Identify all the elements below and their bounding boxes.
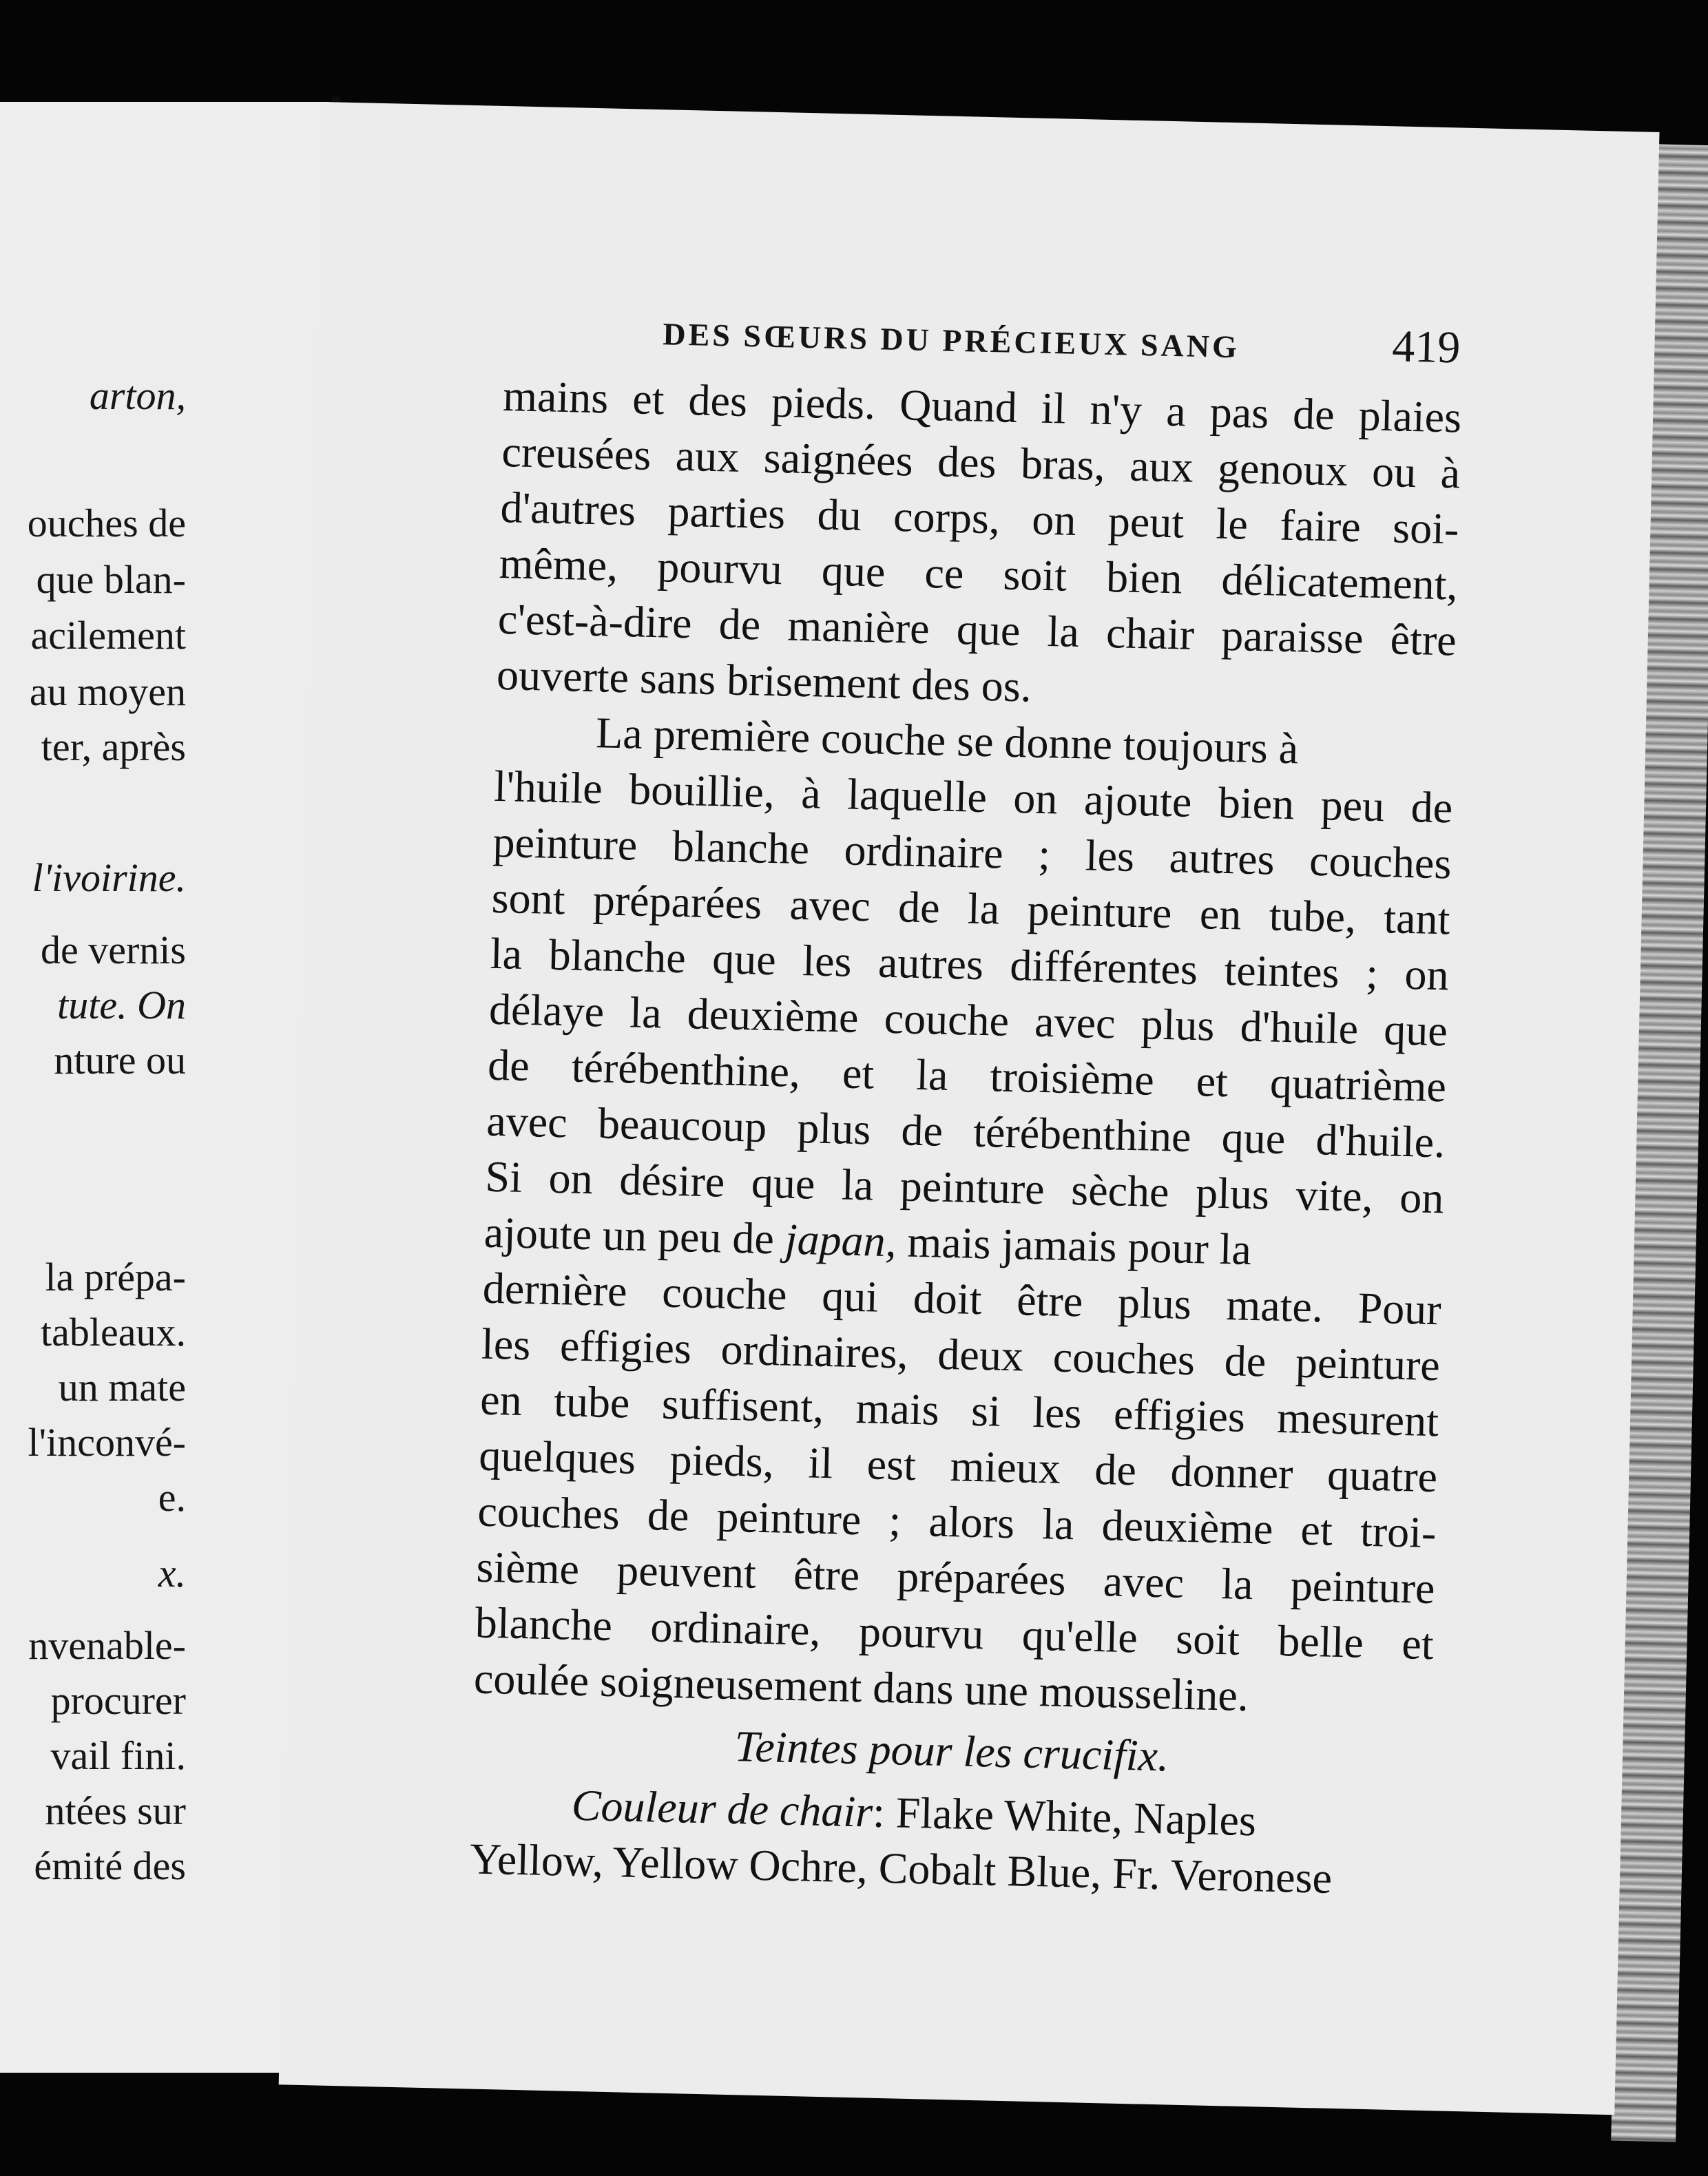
text-line: ajoute un peu de japan, mais jamais pour la	[483, 1207, 1252, 1274]
text-line: coulée soigneusement dans une mousseline.	[473, 1653, 1249, 1721]
body-text	[469, 368, 1462, 1908]
colour-label: Couleur de chair	[571, 1780, 873, 1837]
text-line: Si on désire que la peinture sèche plus vite, on	[484, 1151, 1445, 1223]
running-header	[662, 304, 1461, 384]
text-line: la blanche que les autres différentes teintes ; on	[490, 928, 1450, 1000]
section-heading: Teintes pour les crucifix.	[733, 1722, 1169, 1781]
text-line: en tube suffisent, mais si les effigies mesurent	[479, 1374, 1439, 1446]
paragraph-2	[485, 758, 1453, 1226]
paragraph-2-continued	[475, 1260, 1442, 1672]
text-line: avec beaucoup plus de térébenthine que d'huile.	[486, 1096, 1446, 1167]
text-line: dernière couche qui doit être plus mate. Pour	[482, 1263, 1442, 1335]
left-text-line: arton,	[89, 373, 186, 418]
text-line: d'autres parties du corps, on peut le faire soi-	[499, 482, 1460, 554]
text-line: mains et des pieds. Quand il n'y a pas de plaies	[502, 371, 1462, 442]
text-line: Couleur de chair: Flake White, Naples	[571, 1780, 1257, 1845]
text-line: sont préparées avec de la peinture en tube, tant	[491, 872, 1451, 944]
text-line: même, pourvu que ce soit bien délicatement,	[499, 538, 1459, 609]
text-line: blanche ordinaire, pourvu qu'elle soit belle et	[475, 1598, 1435, 1669]
left-text-line: un mate	[58, 1365, 186, 1410]
left-page	[0, 102, 329, 2073]
italic-word: japan,	[784, 1214, 897, 1266]
left-text-line: l'ivoirine.	[32, 855, 186, 900]
text-line: l'huile bouillie, à laquelle on ajoute bien peu de	[493, 761, 1453, 833]
text-line: La première couche se donne toujours à	[595, 708, 1299, 773]
text-line: les effigies ordinaires, deux couches de peinture	[481, 1319, 1441, 1390]
paragraph-1	[496, 368, 1462, 724]
left-text-line: que blan-	[36, 557, 186, 602]
left-text-line: l'inconvé-	[28, 1420, 186, 1465]
text-line: creusées aux saignées des bras, aux genoux ou à	[501, 427, 1461, 498]
left-text-line: ouches de	[27, 501, 186, 545]
text-line: couches de peinture ; alors la deuxième et troi-	[477, 1486, 1437, 1558]
left-text-line: au moyen	[29, 669, 186, 714]
page-number: 419	[1391, 321, 1461, 373]
left-text-line: la prépa-	[45, 1255, 186, 1299]
right-page	[279, 102, 1660, 2115]
text-line: sième peuvent être préparées avec la peinture	[475, 1542, 1436, 1613]
left-text-line: tableaux.	[41, 1310, 186, 1354]
left-text-line: de vernis	[41, 928, 186, 972]
left-page-text	[0, 102, 329, 2073]
text-line: Yellow, Yellow Ochre, Cobalt Blue, Fr. Veronese	[469, 1834, 1333, 1903]
text-line: de térébenthine, et la troisième et quatrième	[487, 1040, 1447, 1111]
left-text-line: vail fini.	[50, 1733, 186, 1778]
left-text-line: nture ou	[54, 1038, 186, 1082]
left-text-line: ter, après	[41, 724, 186, 769]
text-line: quelques pieds, il est mieux de donner quatre	[478, 1430, 1438, 1502]
left-text-line: x.	[158, 1551, 186, 1596]
left-text-line: ntées sur	[45, 1788, 186, 1833]
text-line: ouverte sans brisement des os.	[496, 649, 1032, 711]
left-text-line: e.	[158, 1475, 186, 1520]
text-line: c'est-à-dire de manière que la chair paraisse être	[497, 594, 1457, 665]
left-text-line: tute. On	[57, 983, 186, 1027]
left-text-line: procurer	[50, 1678, 186, 1723]
text-line: délaye la deuxième couche avec plus d'huile que	[488, 984, 1448, 1056]
left-text-line: nvenable-	[28, 1623, 186, 1668]
left-text-line: émité des	[34, 1843, 186, 1888]
left-text-line: acilement	[30, 613, 186, 658]
running-header-title: DES SŒURS DU PRÉCIEUX SANG	[662, 316, 1240, 365]
text-line: peinture blanche ordinaire ; les autres couches	[492, 817, 1452, 888]
